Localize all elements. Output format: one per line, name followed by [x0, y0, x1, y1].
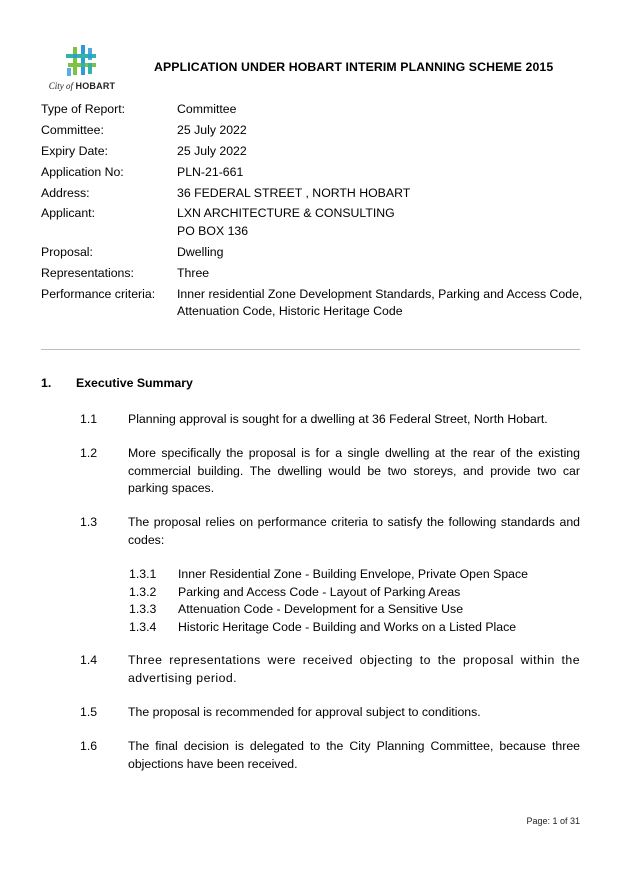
detail-value-line: Attenuation Code, Historic Heritage Code: [177, 304, 403, 319]
detail-value: [177, 143, 586, 161]
detail-value-line: Three: [177, 265, 210, 280]
sub-item: [129, 566, 528, 584]
sub-item: [129, 601, 463, 619]
sub-item: [129, 584, 460, 602]
detail-row: [41, 286, 586, 321]
sub-item: [129, 619, 516, 637]
item-text: The final decision is delegated to the City Planning Committee, because three objections have been received.: [128, 739, 580, 771]
detail-value: [177, 122, 586, 140]
sub-item-number: 1.3.4: [129, 619, 157, 634]
detail-value: [177, 205, 586, 240]
detail-value: [177, 244, 586, 262]
detail-value-line: PLN-21-661: [177, 164, 244, 179]
document-title: APPLICATION UNDER HOBART INTERIM PLANNING SCHEME 2015: [154, 60, 554, 74]
summary-item: [80, 738, 580, 773]
hobart-logo-icon: [64, 44, 98, 78]
detail-value: [177, 185, 586, 203]
item-text: The proposal relies on performance criteria to satisfy the following standards and codes:: [128, 515, 580, 547]
sub-item-text: Inner Residential Zone - Building Envelope, Private Open Space: [178, 567, 528, 581]
application-details: [41, 101, 586, 324]
detail-value-line: Committee: [177, 102, 237, 116]
summary-item: [80, 411, 580, 429]
detail-value: [177, 265, 586, 283]
detail-row: [41, 244, 586, 262]
summary-item: [80, 704, 580, 722]
page-number: Page: 1 of 31: [526, 816, 580, 826]
detail-row: [41, 101, 586, 119]
logo-wordmark: City of HOBART: [48, 81, 116, 91]
item-number: 1.4: [80, 653, 98, 667]
item-number: 1.6: [80, 739, 98, 753]
summary-item: [80, 652, 580, 687]
detail-value: [177, 101, 586, 119]
detail-value-line: LXN ARCHITECTURE & CONSULTING: [177, 206, 395, 221]
section-heading: [41, 376, 193, 390]
item-number: 1.2: [80, 446, 98, 460]
section-number: 1.: [41, 376, 52, 390]
detail-label: Proposal:: [41, 244, 93, 259]
item-text: Three representations were received objecting to the proposal within the advertising period.: [128, 653, 580, 685]
detail-label: Representations:: [41, 265, 134, 280]
detail-row: [41, 143, 586, 161]
item-text: Planning approval is sought for a dwelling at 36 Federal Street, North Hobart.: [128, 412, 548, 426]
detail-row: [41, 185, 586, 203]
section-title: Executive Summary: [76, 376, 193, 390]
detail-value-line: 36 FEDERAL STREET , NORTH HOBART: [177, 185, 411, 200]
sub-item-text: Attenuation Code - Development for a Sensitive Use: [178, 602, 464, 616]
item-number: 1.3: [80, 515, 98, 529]
detail-label: Committee:: [41, 122, 104, 137]
item-text: The proposal is recommended for approval subject to conditions.: [128, 705, 481, 719]
detail-value: [177, 164, 586, 182]
detail-value-line: PO BOX 136: [177, 223, 249, 238]
detail-value-line: Dwelling: [177, 244, 224, 259]
detail-row: [41, 265, 586, 283]
detail-label: Expiry Date:: [41, 143, 108, 158]
detail-value-line: 25 July 2022: [177, 122, 247, 137]
divider: [41, 349, 580, 350]
sub-item-number: 1.3.1: [129, 567, 157, 581]
detail-value-line: Inner residential Zone Development Standards, Parking and Access Code,: [177, 286, 583, 301]
sub-item-number: 1.3.2: [129, 584, 157, 599]
detail-value: [177, 286, 586, 321]
sub-item-text: Parking and Access Code - Layout of Parking Areas: [178, 584, 461, 599]
detail-label: Application No:: [41, 164, 124, 179]
detail-row: [41, 122, 586, 140]
detail-label: Performance criteria:: [41, 286, 156, 301]
summary-item: [80, 514, 580, 549]
item-text: More specifically the proposal is for a single dwelling at the rear of the existing commercial building. The dwelling would be two storeys, and provide two car parking spaces.: [128, 446, 580, 495]
detail-value-line: 25 July 2022: [177, 143, 247, 158]
detail-row: [41, 205, 586, 240]
sub-item-text: Historic Heritage Code - Building and Works on a Listed Place: [178, 619, 517, 634]
detail-label: Applicant:: [41, 206, 96, 221]
detail-label: Type of Report:: [41, 102, 126, 116]
summary-item: [80, 445, 580, 498]
detail-label: Address:: [41, 185, 90, 200]
city-of-hobart-logo: [44, 44, 120, 96]
item-number: 1.5: [80, 705, 98, 719]
sub-item-number: 1.3.3: [129, 602, 157, 616]
item-number: 1.1: [80, 412, 98, 426]
detail-row: [41, 164, 586, 182]
